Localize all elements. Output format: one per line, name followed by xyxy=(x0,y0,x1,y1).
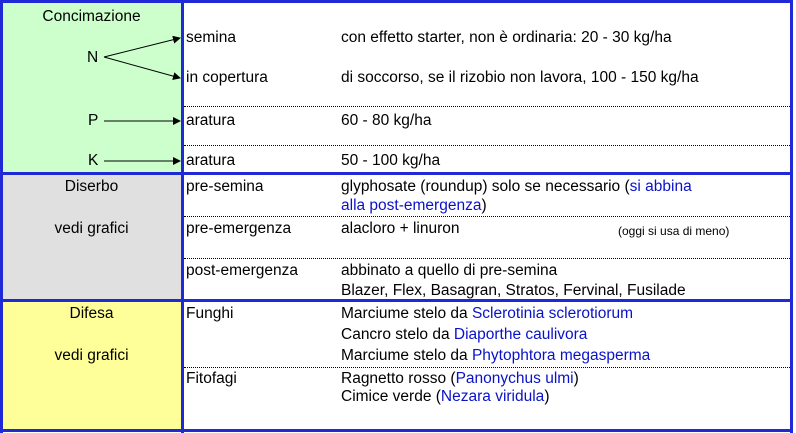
pre-semina-blue-text-2: alla post-emergenza xyxy=(341,197,482,214)
species-name: Sclerotinia sclerotiorum xyxy=(471,305,634,322)
nutrient-k: K xyxy=(88,152,99,169)
desc-aratura-k: 50 - 100 kg/ha xyxy=(341,152,441,169)
fitofagi-item xyxy=(341,370,579,388)
pre-semina-text: glyphosate (roundup) solo se necessario ( xyxy=(341,178,630,195)
fitofagi-item-text: Cimice verde ( xyxy=(341,388,441,405)
fitofagi-item-text: Ragnetto rosso ( xyxy=(341,370,456,387)
species-name: Phytophtora megasperma xyxy=(471,347,651,364)
pre-semina-close-paren: ) xyxy=(481,197,487,214)
fitofagi-item-suffix: ) xyxy=(573,370,579,387)
phase-fitofagi: Fitofagi xyxy=(186,370,237,387)
difesa-title: Difesa xyxy=(69,305,114,322)
phase-pre-emergenza: pre-emergenza xyxy=(186,220,292,237)
desc-post-emergenza-line1: abbinato a quello di pre-semina xyxy=(341,262,558,279)
phase-aratura-p: aratura xyxy=(186,112,236,129)
arrow-n-semina xyxy=(104,38,180,57)
species-name: Diaporthe caulivora xyxy=(453,326,588,343)
funghi-item-text: Cancro stelo da xyxy=(341,326,454,343)
note-pre-emergenza: (oggi si usa di meno) xyxy=(618,224,730,238)
species-name: Nezara viridula xyxy=(440,388,545,405)
desc-copertura: di soccorso, se il rizobio non lavora, 100 - 150 kg/ha xyxy=(341,69,699,86)
desc-pre-semina-line1 xyxy=(341,178,692,196)
species-name: Panonychus ulmi xyxy=(455,370,574,387)
funghi-item xyxy=(341,305,633,323)
nutrient-p: P xyxy=(88,112,99,129)
difesa-note: vedi grafici xyxy=(54,347,129,364)
nutrient-n: N xyxy=(87,49,99,66)
funghi-item xyxy=(341,347,650,365)
desc-pre-emergenza: alacloro + linuron xyxy=(341,220,460,237)
pre-semina-blue-text: si abbina xyxy=(629,178,692,195)
phase-copertura: in copertura xyxy=(186,69,268,86)
phase-semina: semina xyxy=(186,29,236,46)
concimazione-title: Concimazione xyxy=(42,8,141,25)
diserbo-title: Diserbo xyxy=(64,178,119,195)
funghi-item xyxy=(341,326,587,344)
desc-post-emergenza-line2: Blazer, Flex, Basagran, Stratos, Fervinal, Fusilade xyxy=(341,282,686,299)
phase-aratura-k: aratura xyxy=(186,152,236,169)
arrow-n-copertura xyxy=(104,57,180,78)
fitofagi-item xyxy=(341,388,549,406)
desc-semina: con effetto starter, non è ordinaria: 20 - 30 kg/ha xyxy=(341,29,672,46)
phase-funghi: Funghi xyxy=(186,305,234,322)
funghi-item-text: Marciume stelo da xyxy=(341,347,472,364)
fitofagi-item-suffix: ) xyxy=(544,388,550,405)
phase-pre-semina: pre-semina xyxy=(186,178,264,195)
funghi-item-text: Marciume stelo da xyxy=(341,305,472,322)
desc-aratura-p: 60 - 80 kg/ha xyxy=(341,112,432,129)
diserbo-note: vedi grafici xyxy=(54,220,129,237)
desc-pre-semina-line2 xyxy=(341,197,487,215)
phase-post-emergenza: post-emergenza xyxy=(186,262,299,279)
